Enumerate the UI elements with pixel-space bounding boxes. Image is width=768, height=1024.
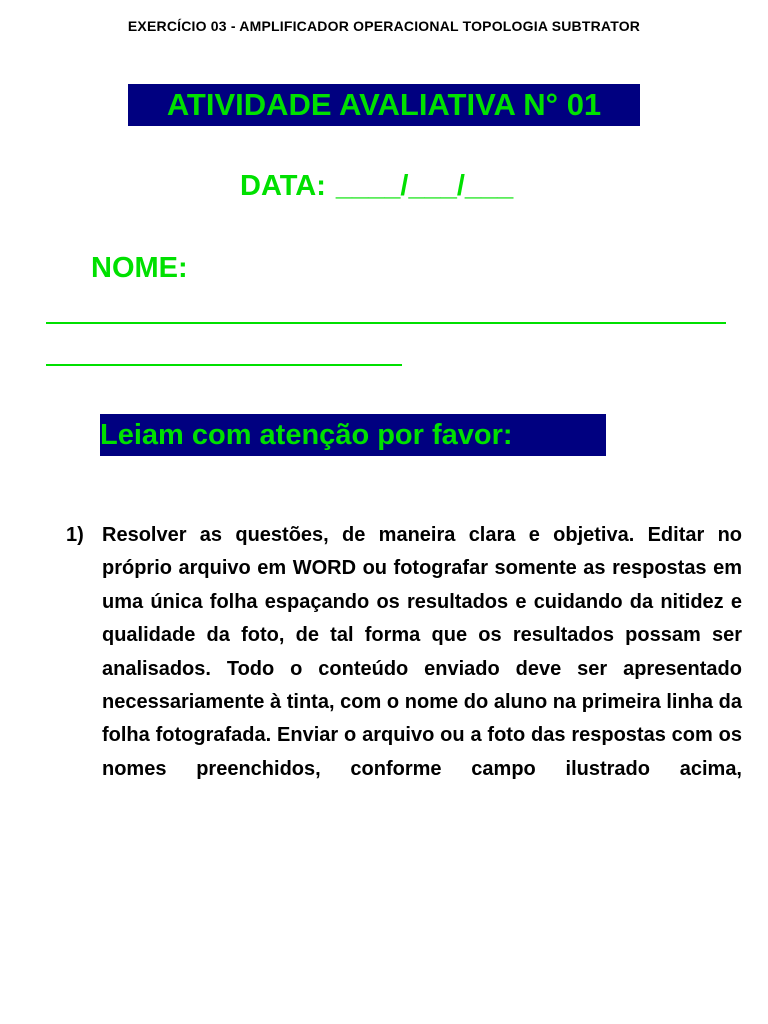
instruction-item	[66, 519, 742, 786]
instruction-number: 1)	[66, 524, 84, 546]
date-blanks: ____/___/___	[335, 170, 514, 202]
document-header: EXERCÍCIO 03 - AMPLIFICADOR OPERACIONAL TOPOLOGIA SUBTRATOR	[127, 18, 641, 34]
name-blank-line-1	[46, 322, 726, 324]
date-field	[240, 170, 513, 203]
notice-heading: Leiam com atenção por favor:	[100, 414, 606, 456]
name-blank-line-2	[46, 364, 402, 366]
name-label: NOME:	[91, 252, 188, 284]
page-title: ATIVIDADE AVALIATIVA N° 01	[128, 84, 640, 126]
instruction-text: Resolver as questões, de maneira clara e objetiva. Editar no próprio arquivo em WORD ou fotografar somente as respostas em uma única folha espaçando os resultados e cuidando da nitidez e qualidade da foto, de tal forma que os resultados possam ser analisados. Todo o conteúdo enviado deve ser apresentado necessariamente à tinta, com o nome do aluno na primeira linha da folha fotografada. Enviar o arquivo ou a foto das respostas com os nomes preenchidos, conforme campo ilustrado acima,	[102, 524, 742, 780]
date-label: DATA:	[240, 170, 326, 202]
